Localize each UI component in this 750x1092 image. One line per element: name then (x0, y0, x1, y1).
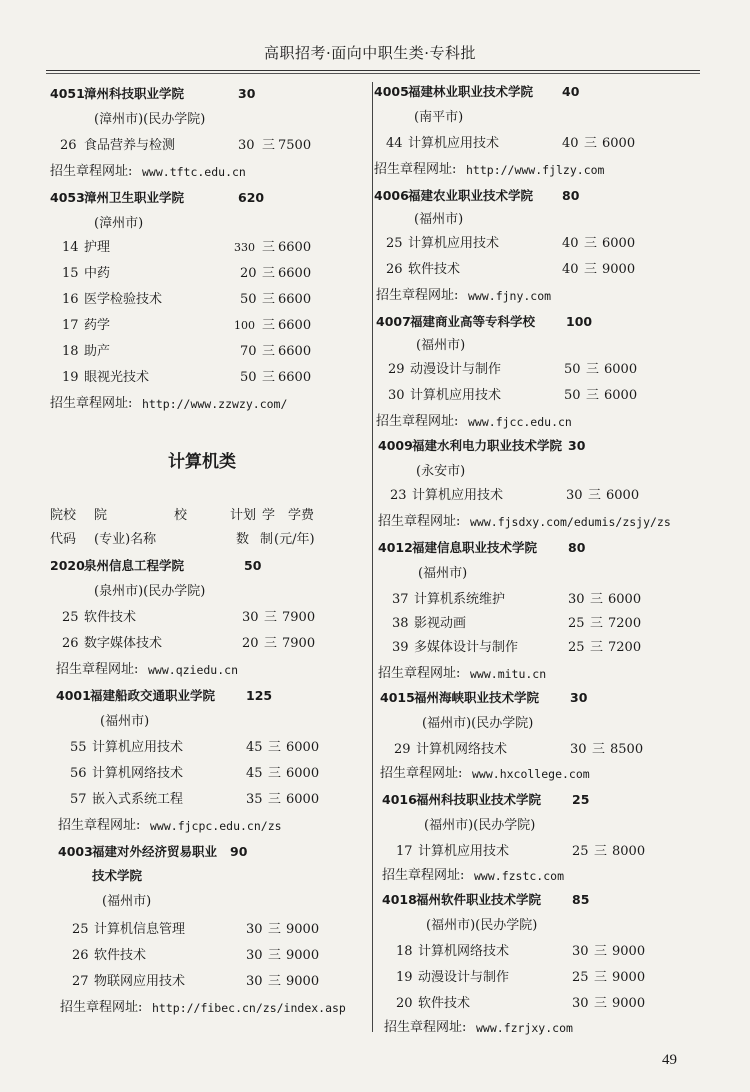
major-code: 27 (72, 974, 89, 989)
major-years: 三 (264, 610, 278, 625)
major-fee: 6000 (286, 766, 320, 781)
major-code: 38 (392, 616, 409, 631)
school-name: 福州科技职业技术学院 (416, 792, 542, 807)
major-fee: 6600 (278, 240, 312, 255)
school-name: 漳州科技职业学院 (84, 86, 185, 101)
school-location: (福州市)(民办学院) (422, 716, 534, 731)
major-code: 30 (388, 388, 405, 403)
school-name: 福建农业职业技术学院 (408, 188, 534, 203)
school-name: 福建商业高等专科学校 (410, 314, 536, 329)
major-plan: 30 (566, 488, 583, 503)
url-link[interactable]: www.mitu.cn (470, 667, 547, 681)
school-code: 2020 (50, 558, 85, 573)
major-fee: 6000 (286, 792, 320, 807)
major-name: 眼视光技术 (84, 370, 150, 385)
major-years: 三 (592, 742, 606, 757)
school-code: 4005 (374, 84, 409, 99)
major-plan: 20 (240, 266, 257, 281)
major-name: 软件技术 (408, 262, 461, 277)
major-years: 三 (262, 344, 276, 359)
category-title: 计算机类 (168, 452, 236, 472)
major-name: 多媒体设计与制作 (414, 640, 519, 655)
major-name: 数字媒体技术 (84, 636, 163, 651)
school-code: 4051 (50, 86, 85, 101)
major-name: 计算机应用技术 (418, 844, 510, 859)
major-years: 三 (268, 974, 282, 989)
url-label: 招生章程网址: (378, 666, 461, 681)
major-years: 三 (590, 616, 604, 631)
major-fee: 7900 (282, 636, 316, 651)
major-name: 软件技术 (94, 948, 147, 963)
major-fee: 8500 (610, 742, 644, 757)
url-link[interactable]: www.hxcollege.com (472, 767, 590, 781)
major-code: 17 (62, 318, 79, 333)
major-plan: 40 (562, 262, 579, 277)
school-name: 福州软件职业技术学院 (416, 892, 542, 907)
school-code: 4009 (378, 438, 413, 453)
major-plan: 25 (572, 844, 589, 859)
school-plan: 30 (568, 438, 586, 453)
url-label: 招生章程网址: (56, 662, 139, 677)
major-plan: 40 (562, 136, 579, 151)
url-label: 招生章程网址: (374, 162, 457, 177)
major-code: 26 (72, 948, 89, 963)
major-fee: 8000 (612, 844, 646, 859)
url-label: 招生章程网址: (50, 164, 133, 179)
school-location: (福州市) (418, 566, 468, 581)
header-cell: 学费 (288, 508, 315, 523)
school-code: 4018 (382, 892, 417, 907)
school-plan: 80 (568, 540, 586, 555)
major-code: 37 (392, 592, 409, 607)
header-cell: 院 (94, 508, 108, 523)
school-code: 4012 (378, 540, 413, 555)
school-name: 漳州卫生职业学院 (84, 190, 185, 205)
major-code: 18 (62, 344, 79, 359)
major-years: 三 (586, 362, 600, 377)
school-plan: 50 (244, 558, 262, 573)
header-rule (46, 70, 700, 71)
major-code: 23 (390, 488, 407, 503)
school-location: (泉州市)(民办学院) (94, 584, 206, 599)
major-fee: 6000 (606, 488, 640, 503)
major-plan: 45 (246, 766, 263, 781)
school-name: 福建信息职业技术学院 (412, 540, 538, 555)
major-years: 三 (268, 740, 282, 755)
school-code: 4016 (382, 792, 417, 807)
major-fee: 6000 (604, 362, 638, 377)
school-location: (永安市) (416, 464, 466, 479)
url-label: 招生章程网址: (384, 1020, 467, 1035)
header-cell: 制 (260, 532, 274, 547)
school-location: (漳州市)(民办学院) (94, 112, 206, 127)
major-code: 16 (62, 292, 79, 307)
major-fee: 9000 (286, 974, 320, 989)
major-code: 26 (60, 138, 77, 153)
school-plan: 25 (572, 792, 590, 807)
school-location: (福州市) (102, 894, 152, 909)
major-code: 44 (386, 136, 403, 151)
major-plan: 70 (240, 344, 257, 359)
major-name: 计算机网络技术 (418, 944, 510, 959)
major-years: 三 (588, 488, 602, 503)
header-cell: 计划 (230, 508, 257, 523)
major-fee: 6600 (278, 292, 312, 307)
major-code: 26 (62, 636, 79, 651)
major-years: 三 (262, 240, 276, 255)
major-plan: 30 (568, 592, 585, 607)
column-divider (372, 82, 373, 1032)
major-name: 计算机信息管理 (94, 922, 186, 937)
major-fee: 7200 (608, 616, 642, 631)
major-name: 动漫设计与制作 (410, 362, 502, 377)
header-cell: 学 (262, 508, 276, 523)
major-plan: 30 (238, 138, 255, 153)
url-label: 招生章程网址: (58, 818, 141, 833)
school-code: 4006 (374, 188, 409, 203)
school-location: (福州市)(民办学院) (424, 818, 536, 833)
major-fee: 7500 (278, 138, 312, 153)
school-name: 泉州信息工程学院 (84, 558, 185, 573)
school-plan: 40 (562, 84, 580, 99)
major-years: 三 (594, 844, 608, 859)
major-fee: 9000 (602, 262, 636, 277)
header-cell: 校 (174, 508, 188, 523)
school-plan: 30 (570, 690, 588, 705)
page-number: 49 (662, 1052, 677, 1068)
major-years: 三 (594, 970, 608, 985)
school-name: 福建船政交通职业学院 (90, 688, 216, 703)
header-cell: 院校 (50, 508, 77, 523)
major-code: 39 (392, 640, 409, 655)
major-plan: 25 (568, 640, 585, 655)
major-code: 26 (386, 262, 403, 277)
major-years: 三 (262, 266, 276, 281)
school-name: 福建水利电力职业技术学院 (412, 438, 563, 453)
url-link[interactable]: http://www.fjlzy.com (466, 163, 605, 177)
major-name: 物联网应用技术 (94, 974, 186, 989)
major-name: 计算机网络技术 (416, 742, 508, 757)
major-fee: 9000 (286, 922, 320, 937)
school-location: (南平市) (414, 110, 464, 125)
major-name: 中药 (84, 266, 111, 281)
major-plan: 30 (572, 996, 589, 1011)
school-name: 福建对外经济贸易职业 (92, 844, 218, 859)
school-code: 4015 (380, 690, 415, 705)
major-years: 三 (268, 948, 282, 963)
major-fee: 7900 (282, 610, 316, 625)
major-fee: 7200 (608, 640, 642, 655)
major-name: 药学 (84, 318, 111, 333)
major-name: 护理 (84, 240, 111, 255)
major-years: 三 (584, 136, 598, 151)
major-fee: 9000 (612, 944, 646, 959)
url-link[interactable]: www.fzrjxy.com (476, 1021, 573, 1035)
major-code: 20 (396, 996, 413, 1011)
url-link[interactable]: www.qziedu.cn (148, 663, 239, 677)
url-label: 招生章程网址: (378, 514, 461, 529)
major-fee: 9000 (612, 970, 646, 985)
running-header: 高职招考·面向中职生类·专科批 (263, 44, 477, 62)
school-location: (福州市) (100, 714, 150, 729)
major-code: 14 (62, 240, 79, 255)
major-years: 三 (584, 236, 598, 251)
school-plan: 85 (572, 892, 590, 907)
major-plan: 30 (246, 922, 263, 937)
url-link[interactable]: http://www.zzwzy.com/ (142, 397, 288, 411)
major-fee: 6000 (608, 592, 642, 607)
url-link[interactable]: www.fjcpc.edu.cn/zs (150, 819, 282, 833)
major-code: 29 (388, 362, 405, 377)
url-label: 招生章程网址: (376, 288, 459, 303)
major-plan: 20 (242, 636, 259, 651)
major-code: 29 (394, 742, 411, 757)
school-plan: 100 (566, 314, 593, 329)
header-cell: 数 (236, 532, 250, 547)
school-plan: 90 (230, 844, 248, 859)
school-plan: 80 (562, 188, 580, 203)
major-years: 三 (590, 592, 604, 607)
major-name: 计算机网络技术 (92, 766, 184, 781)
major-plan: 50 (240, 370, 257, 385)
major-fee: 9000 (286, 948, 320, 963)
header-cell: (元/年) (274, 532, 315, 547)
major-name: 动漫设计与制作 (418, 970, 510, 985)
major-fee: 6600 (278, 344, 312, 359)
school-code: 4053 (50, 190, 85, 205)
header-cell: 代码 (50, 532, 77, 547)
header-cell: (专业)名称 (94, 532, 157, 547)
major-plan: 50 (564, 388, 581, 403)
major-years: 三 (594, 944, 608, 959)
school-code: 4001 (56, 688, 91, 703)
url-label: 招生章程网址: (380, 766, 463, 781)
major-fee: 6000 (286, 740, 320, 755)
major-plan: 30 (242, 610, 259, 625)
school-location: (福州市)(民办学院) (426, 918, 538, 933)
major-name: 计算机应用技术 (408, 236, 500, 251)
major-plan: 35 (246, 792, 263, 807)
major-plan: 50 (240, 292, 257, 307)
major-name: 计算机应用技术 (92, 740, 184, 755)
url-label: 招生章程网址: (60, 1000, 143, 1015)
major-plan: 45 (246, 740, 263, 755)
major-years: 三 (584, 262, 598, 277)
major-plan: 25 (572, 970, 589, 985)
major-plan: 25 (568, 616, 585, 631)
major-years: 三 (590, 640, 604, 655)
major-plan: 100 (234, 319, 255, 332)
major-plan: 30 (570, 742, 587, 757)
major-name: 食品营养与检测 (84, 138, 176, 153)
major-years: 三 (268, 792, 282, 807)
school-name: 福州海峡职业技术学院 (414, 690, 540, 705)
major-fee: 6600 (278, 266, 312, 281)
major-code: 55 (70, 740, 87, 755)
major-name: 影视动画 (414, 616, 467, 631)
major-years: 三 (262, 370, 276, 385)
url-link[interactable]: http://fibec.cn/zs/index.asp (152, 1001, 346, 1015)
school-name: 福建林业职业技术学院 (408, 84, 534, 99)
major-plan: 50 (564, 362, 581, 377)
major-years: 三 (594, 996, 608, 1011)
major-code: 25 (62, 610, 79, 625)
major-years: 三 (262, 318, 276, 333)
major-plan: 30 (246, 948, 263, 963)
school-code: 4003 (58, 844, 93, 859)
school-plan: 620 (238, 190, 265, 205)
url-link[interactable]: www.fjny.com (468, 289, 552, 303)
school-code: 4007 (376, 314, 411, 329)
major-fee: 6000 (602, 236, 636, 251)
school-plan: 125 (246, 688, 273, 703)
major-code: 15 (62, 266, 79, 281)
header-rule-secondary (46, 73, 700, 74)
major-name: 软件技术 (418, 996, 471, 1011)
major-years: 三 (268, 922, 282, 937)
major-name: 计算机应用技术 (410, 388, 502, 403)
major-name: 嵌入式系统工程 (92, 792, 184, 807)
major-plan: 30 (246, 974, 263, 989)
url-link[interactable]: www.fjcc.edu.cn (468, 415, 572, 429)
url-label: 招生章程网址: (382, 868, 465, 883)
major-code: 19 (62, 370, 79, 385)
major-name: 计算机应用技术 (408, 136, 500, 151)
url-link[interactable]: www.tftc.edu.cn (142, 165, 246, 179)
major-code: 19 (396, 970, 413, 985)
major-fee: 9000 (612, 996, 646, 1011)
school-plan: 30 (238, 86, 256, 101)
major-code: 17 (396, 844, 413, 859)
major-years: 三 (264, 636, 278, 651)
major-code: 57 (70, 792, 87, 807)
major-name: 软件技术 (84, 610, 137, 625)
major-fee: 6000 (602, 136, 636, 151)
major-fee: 6600 (278, 370, 312, 385)
major-plan: 40 (562, 236, 579, 251)
major-name: 助产 (84, 344, 111, 359)
major-code: 18 (396, 944, 413, 959)
school-location: (福州市) (414, 212, 464, 227)
major-years: 三 (268, 766, 282, 781)
major-years: 三 (262, 138, 276, 153)
major-plan: 330 (234, 241, 255, 254)
url-label: 招生章程网址: (50, 396, 133, 411)
school-name-continued: 技术学院 (92, 868, 143, 883)
major-code: 25 (386, 236, 403, 251)
major-code: 25 (72, 922, 89, 937)
url-label: 招生章程网址: (376, 414, 459, 429)
major-name: 计算机应用技术 (412, 488, 504, 503)
major-code: 56 (70, 766, 87, 781)
major-fee: 6600 (278, 318, 312, 333)
url-link[interactable]: www.fjsdxy.com/edumis/zsjy/zs (470, 515, 671, 529)
major-plan: 30 (572, 944, 589, 959)
major-name: 医学检验技术 (84, 292, 163, 307)
school-location: (漳州市) (94, 216, 144, 231)
school-location: (福州市) (416, 338, 466, 353)
major-years: 三 (586, 388, 600, 403)
major-name: 计算机系统维护 (414, 592, 506, 607)
url-link[interactable]: www.fzstc.com (474, 869, 565, 883)
major-fee: 6000 (604, 388, 638, 403)
major-years: 三 (262, 292, 276, 307)
